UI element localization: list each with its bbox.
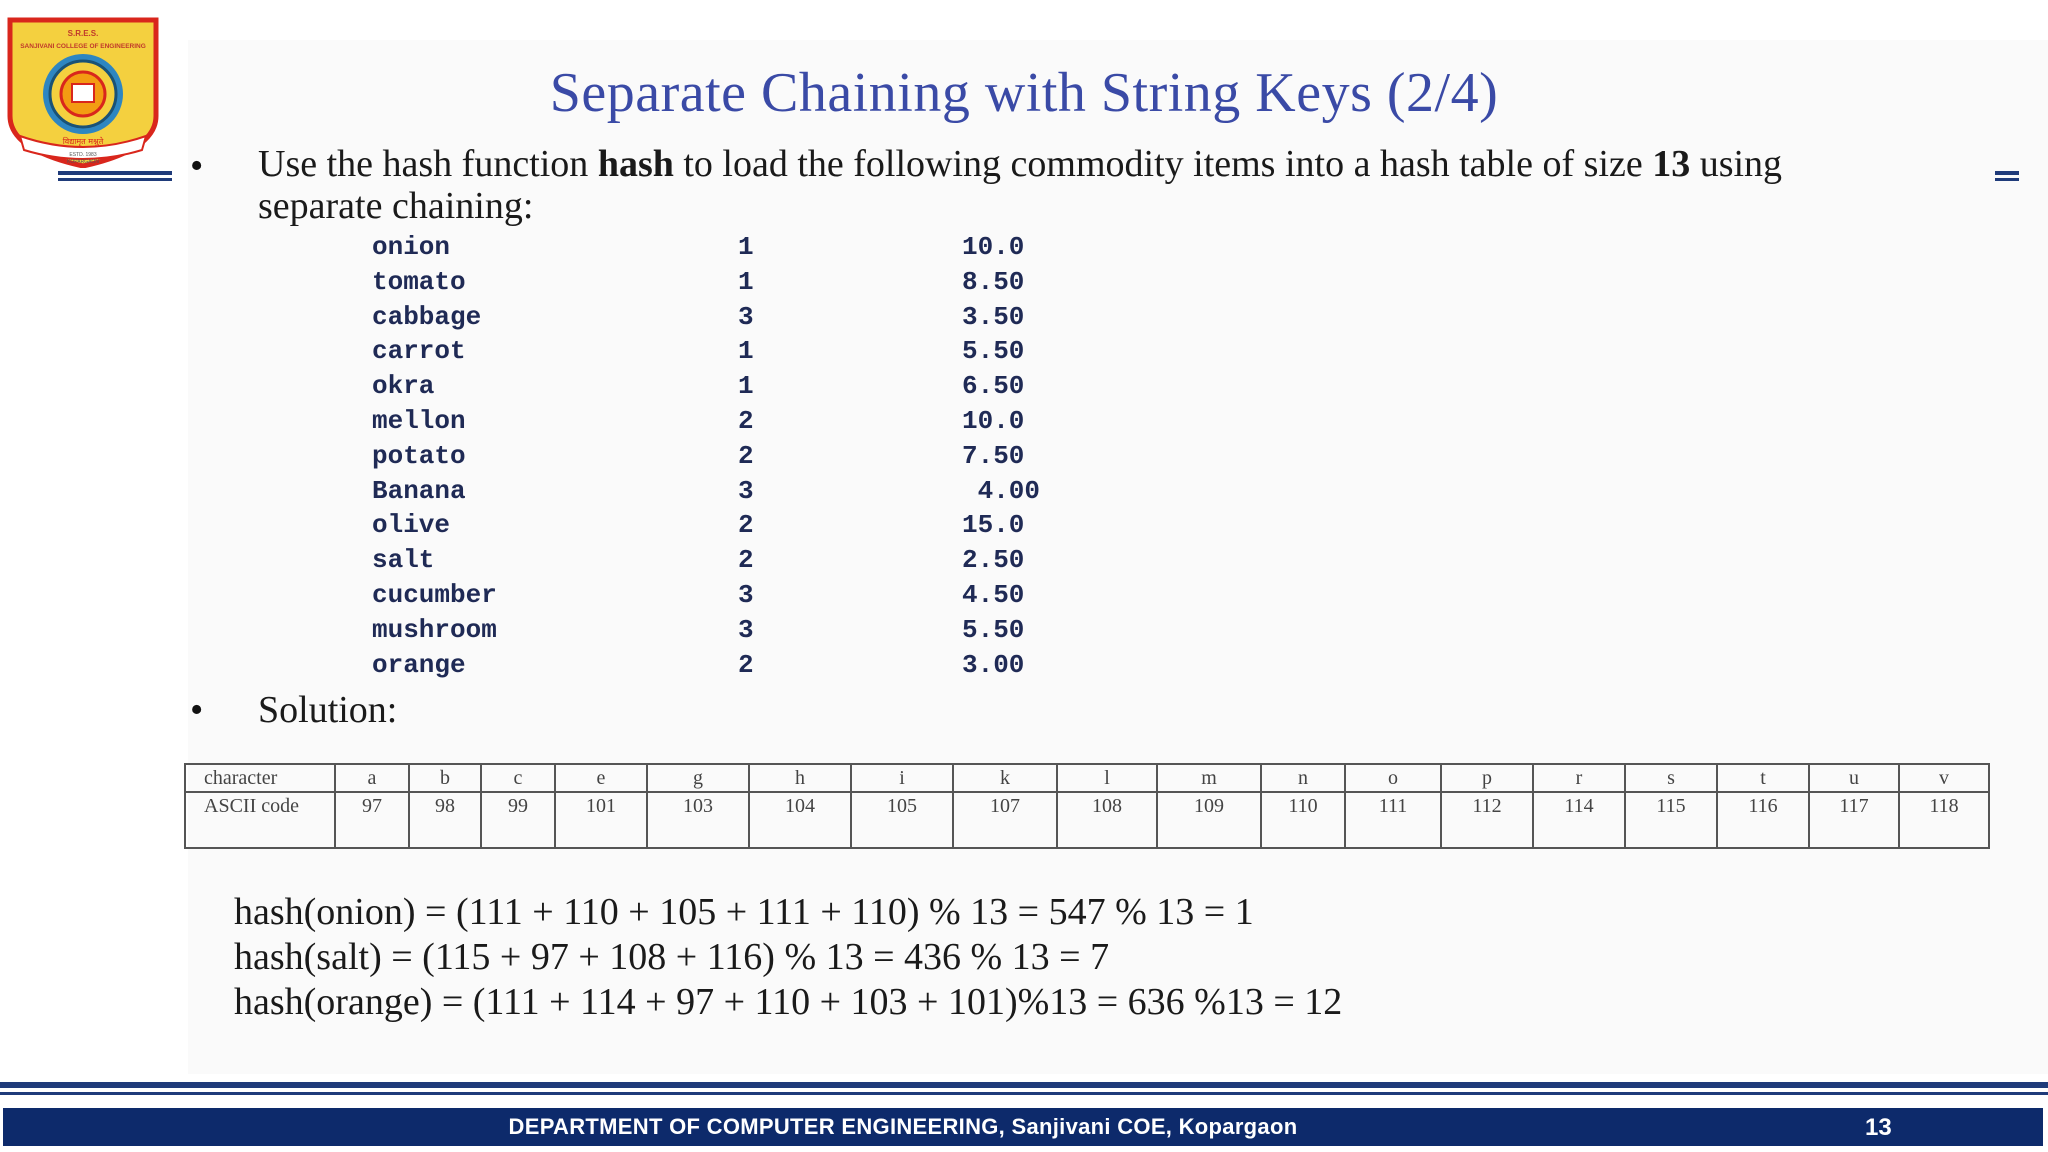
- ascii-char-cell: p: [1441, 764, 1533, 792]
- commodity-price: 15.0: [962, 510, 1025, 541]
- header-rule-left-2: [58, 178, 172, 181]
- ascii-code-cell: 112: [1441, 792, 1533, 848]
- commodity-name: mushroom: [372, 614, 497, 645]
- commodity-name: olive: [372, 510, 451, 541]
- ascii-char-cell: k: [953, 764, 1057, 792]
- commodity-price: 7.50: [962, 440, 1025, 471]
- header-rule-right: [1995, 171, 2019, 175]
- commodity-price: 3.50: [962, 301, 1025, 332]
- solution-label: Solution:: [258, 689, 398, 731]
- logo-college-name: SANJIVANI COLLEGE OF ENGINEERING: [20, 43, 146, 50]
- ascii-code-cell: 115: [1625, 792, 1717, 848]
- commodity-qty: 3: [738, 475, 754, 506]
- commodity-qty: 3: [738, 301, 754, 332]
- commodity-price: 4.00: [962, 475, 1041, 506]
- ascii-char-cell: u: [1809, 764, 1899, 792]
- commodity-price: 8.50: [962, 266, 1025, 297]
- commodity-qty: 1: [738, 266, 754, 297]
- commodity-qty: 2: [738, 649, 754, 680]
- commodity-name: okra: [372, 371, 435, 402]
- bullet-icon: •: [190, 145, 204, 187]
- ascii-char-cell: i: [851, 764, 953, 792]
- ascii-char-cell: o: [1345, 764, 1441, 792]
- commodity-price: 3.00: [962, 649, 1025, 680]
- logo-place: KOPARGAON: [67, 159, 99, 165]
- commodity-row: [372, 543, 1072, 578]
- page-number: 13: [1865, 1114, 1892, 1141]
- ascii-char-cell: l: [1057, 764, 1157, 792]
- commodity-price: 5.50: [962, 336, 1025, 367]
- commodity-price: 10.0: [962, 232, 1025, 262]
- ascii-code-cell: 114: [1533, 792, 1625, 848]
- ascii-code-cell: 108: [1057, 792, 1157, 848]
- bullet-icon: •: [190, 689, 204, 731]
- ascii-char-cell: r: [1533, 764, 1625, 792]
- commodity-name: onion: [372, 232, 451, 262]
- commodity-row: [372, 578, 1072, 613]
- ascii-code-cell: 116: [1717, 792, 1809, 848]
- ascii-char-cell: b: [409, 764, 481, 792]
- commodity-row: [372, 300, 1072, 335]
- commodity-row: [372, 230, 1072, 265]
- intro-part-3: using separate chaining:: [258, 143, 1783, 227]
- commodity-qty: 2: [738, 405, 754, 436]
- intro-bold-hash: hash: [597, 143, 674, 185]
- intro-text: [258, 143, 1818, 227]
- calc-line-orange: hash(orange) = (111 + 114 + 97 + 110 + 103 + 101)%13 = 636 %13 = 12: [234, 981, 1343, 1023]
- commodity-name: orange: [372, 649, 466, 680]
- ascii-code-cell: 105: [851, 792, 953, 848]
- ascii-row-header-character: character: [185, 764, 335, 792]
- commodity-row: [372, 265, 1072, 300]
- ascii-code-cell: 107: [953, 792, 1057, 848]
- commodity-row: [372, 439, 1072, 474]
- ascii-row-header-code: ASCII code: [185, 792, 335, 848]
- commodity-price: 6.50: [962, 371, 1025, 402]
- commodity-name: cabbage: [372, 301, 482, 332]
- ascii-code-cell: 97: [335, 792, 409, 848]
- slide-title: Separate Chaining with String Keys (2/4): [549, 62, 1499, 124]
- ascii-code-cell: 103: [647, 792, 749, 848]
- commodity-qty: 1: [738, 232, 754, 262]
- commodity-row: [372, 613, 1072, 648]
- ascii-code-cell: 118: [1899, 792, 1989, 848]
- commodity-price: 4.50: [962, 579, 1025, 610]
- ascii-code-cell: 109: [1157, 792, 1261, 848]
- ascii-code-cell: 101: [555, 792, 647, 848]
- ascii-char-cell: h: [749, 764, 851, 792]
- ascii-table: [184, 763, 1990, 849]
- ascii-char-cell: s: [1625, 764, 1717, 792]
- commodity-row: [372, 404, 1072, 439]
- ascii-code-cell: 117: [1809, 792, 1899, 848]
- commodity-qty: 2: [738, 510, 754, 541]
- commodity-qty: 2: [738, 440, 754, 471]
- ascii-char-cell: m: [1157, 764, 1261, 792]
- commodity-name: salt: [372, 545, 435, 576]
- commodity-qty: 3: [738, 579, 754, 610]
- calc-line-onion: hash(onion) = (111 + 110 + 105 + 111 + 110) % 13 = 547 % 13 = 1: [234, 891, 1254, 933]
- ascii-char-cell: c: [481, 764, 555, 792]
- commodity-row: [372, 508, 1072, 543]
- footer-rule: [0, 1082, 2048, 1088]
- footer-rule-2: [0, 1092, 2048, 1095]
- commodity-row: [372, 474, 1072, 509]
- commodity-price: 10.0: [962, 405, 1025, 436]
- commodity-name: potato: [372, 440, 466, 471]
- ascii-code-cell: 111: [1345, 792, 1441, 848]
- ascii-char-cell: t: [1717, 764, 1809, 792]
- intro-part-1: Use the hash function: [258, 143, 598, 185]
- commodity-row: [372, 369, 1072, 404]
- commodity-name: carrot: [372, 336, 466, 367]
- hash-calculations: [234, 890, 1834, 1025]
- footer-department: DEPARTMENT OF COMPUTER ENGINEERING, Sanjivani COE, Kopargaon: [508, 1114, 1298, 1139]
- ascii-code-cell: 98: [409, 792, 481, 848]
- logo-estd: ESTD. 1983: [69, 152, 97, 158]
- ascii-char-cell: v: [1899, 764, 1989, 792]
- commodity-qty: 3: [738, 614, 754, 645]
- commodity-price: 5.50: [962, 614, 1025, 645]
- commodity-name: mellon: [372, 405, 466, 436]
- header-rule-left: [58, 171, 172, 175]
- logo-top-text: S.R.E.S.: [67, 29, 99, 38]
- calc-line-salt: hash(salt) = (115 + 97 + 108 + 116) % 13 = 436 % 13 = 7: [234, 936, 1110, 978]
- ascii-char-cell: e: [555, 764, 647, 792]
- ascii-code-cell: 110: [1261, 792, 1345, 848]
- commodity-price: 2.50: [962, 545, 1025, 576]
- ascii-char-cell: a: [335, 764, 409, 792]
- ascii-code-cell: 99: [481, 792, 555, 848]
- commodity-row: [372, 334, 1072, 369]
- intro-part-2: to load the following commodity items into a hash table of size: [673, 143, 1653, 185]
- ascii-char-cell: n: [1261, 764, 1345, 792]
- commodity-name: cucumber: [372, 579, 497, 610]
- commodity-qty: 2: [738, 545, 754, 576]
- commodity-list: [372, 230, 1072, 682]
- header-rule-right-2: [1995, 178, 2019, 181]
- intro-bold-size: 13: [1652, 143, 1691, 185]
- commodity-qty: 1: [738, 371, 754, 402]
- commodity-name: tomato: [372, 266, 466, 297]
- commodity-row: [372, 648, 1072, 683]
- logo-motto: विद्यामृत मश्नुते: [62, 137, 104, 146]
- ascii-code-cell: 104: [749, 792, 851, 848]
- commodity-qty: 1: [738, 336, 754, 367]
- ascii-char-cell: g: [647, 764, 749, 792]
- commodity-name: Banana: [372, 475, 466, 506]
- footer-bar: [3, 1108, 2043, 1146]
